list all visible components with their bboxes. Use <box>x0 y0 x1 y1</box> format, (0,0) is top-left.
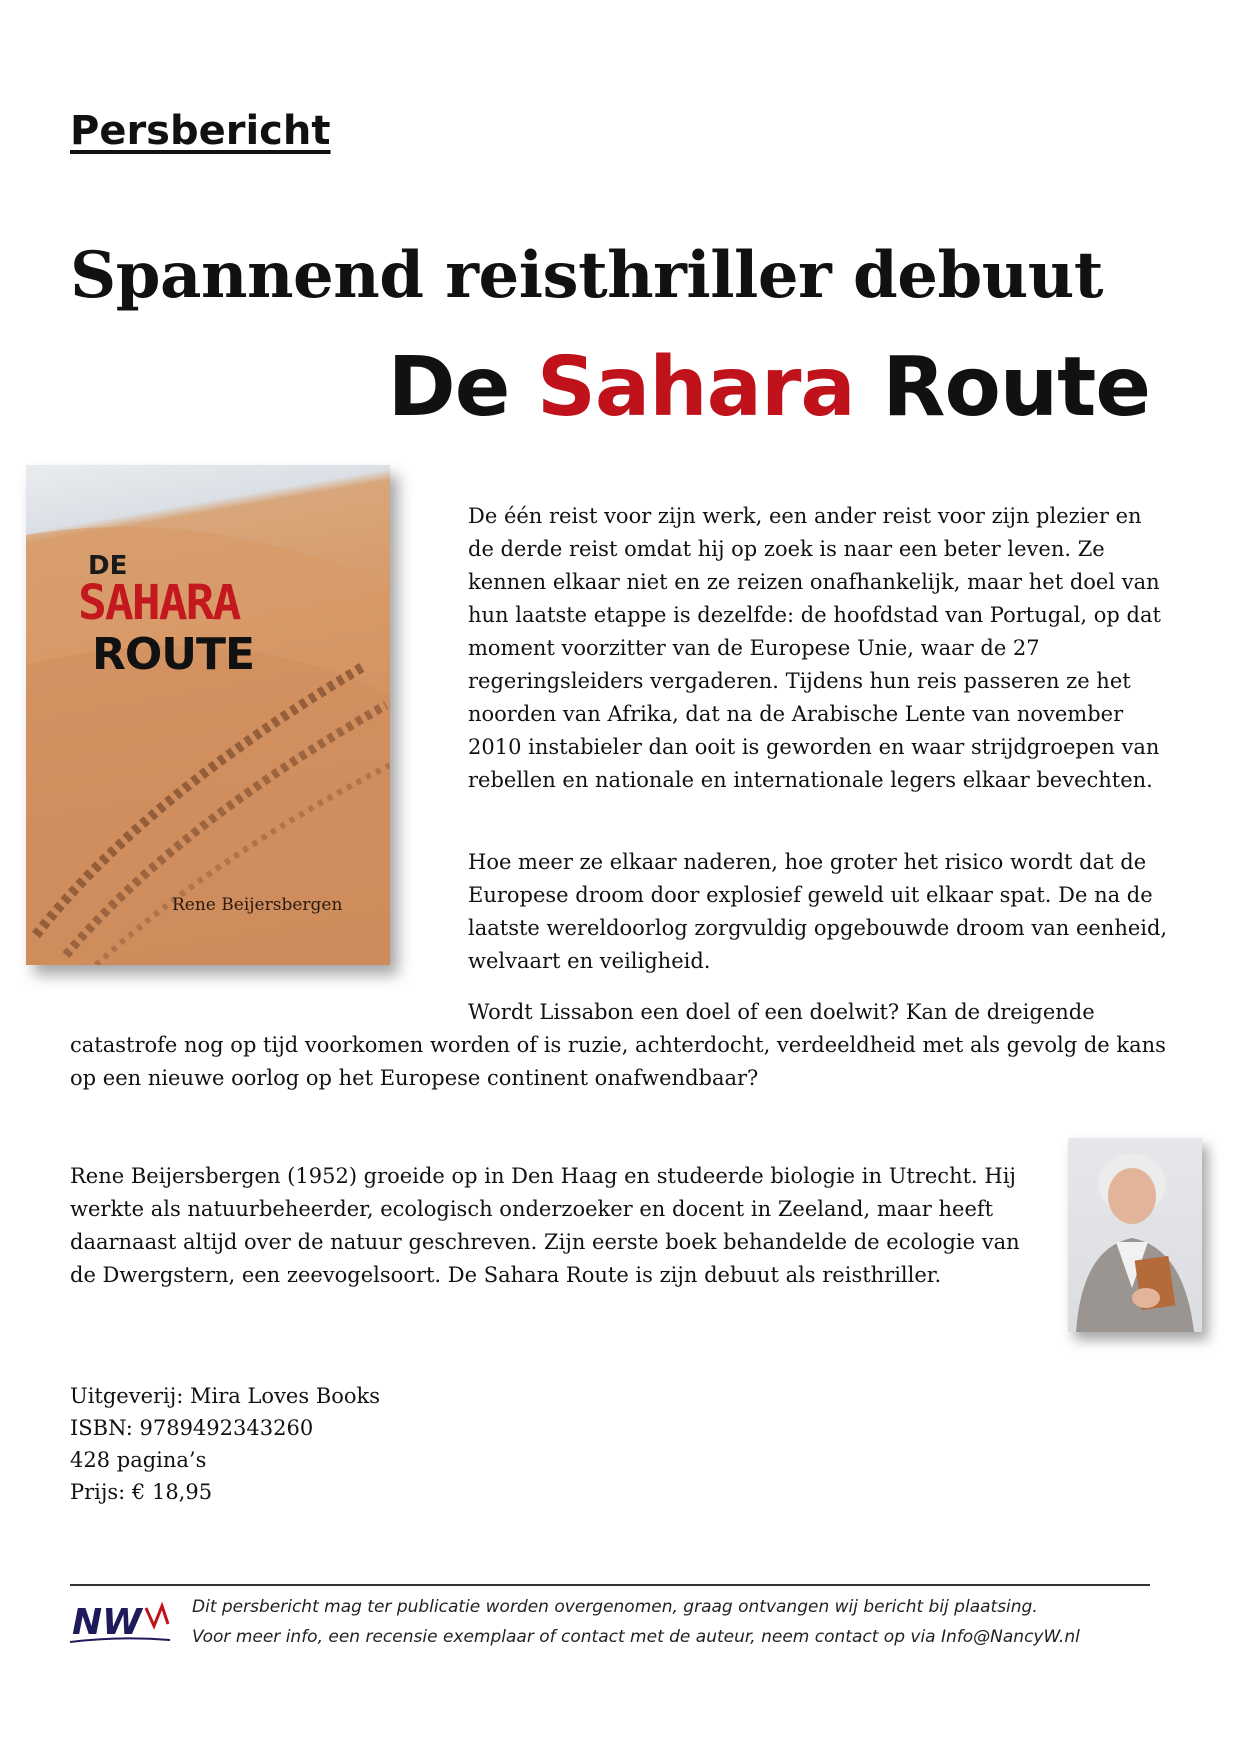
footer-line-1: Dit persbericht mag ter publicatie worden overgenomen, graag ontvangen wij bericht bij plaatsing. <box>192 1597 1038 1617</box>
publisher: Uitgeverij: Mira Loves Books <box>70 1384 381 1408</box>
page-count: 428 pagina’s <box>70 1448 207 1472</box>
isbn: ISBN: 9789492343260 <box>70 1416 314 1440</box>
footer-line-2: Voor meer info, een recensie exemplaar of contact met de auteur, neem contact op via Info@NancyW.nl <box>192 1627 1080 1647</box>
cover-author: Rene Beijersbergen <box>172 895 343 915</box>
synopsis-paragraph-2: Hoe meer ze elkaar naderen, hoe groter het risico wordt dat de Europese droom door explosief geweld uit elkaar spat. De na de laatste wereldoorlog zorgvuldig opgebouwde droom van eenheid, welvaart en veiligheid. <box>468 850 1168 973</box>
book-cover-image <box>26 465 390 965</box>
footer-notice <box>192 1592 1192 1652</box>
headline: Spannend reisthriller debuut <box>70 238 1103 313</box>
book-title-accent: Sahara <box>536 340 855 435</box>
book-info <box>70 1380 380 1508</box>
synopsis-paragraph-1: De één reist voor zijn werk, een ander reist voor zijn plezier en de derde reist omdat hij op zoek is naar een beter leven. Ze kennen elkaar niet en ze reizen onafhankelijk, maar het doel van hun laatste etappe is dezelfde: de hoofdstad van Portugal, op dat moment voorzitter van de Europese Unie, waar de 27 regeringsleiders vergaderen. Tijdens hun reis passeren ze het noorden van Afrika, dat na de Arabische Lente van november 2010 instabieler dan ooit is geworden en waar strijdgroepen van rebellen en nationale en internationale legers elkaar bevechten. <box>468 504 1161 792</box>
book-title-part2: Route <box>882 340 1150 435</box>
author-portrait-illustration <box>1068 1138 1202 1332</box>
document-label: Persbericht <box>70 108 331 154</box>
synopsis-paragraph-3: Wordt Lissabon een doel of een doelwit? Kan de dreigende catastrofe nog op tijd voorkomen worden of is ruzie, achterdocht, verdeeldheid met als gevolg de kans op een nieuwe oorlog op het Europese continent onafwendbaar? <box>70 1000 1166 1090</box>
desert-dune-illustration <box>26 465 390 965</box>
book-title-part1: De <box>387 340 510 435</box>
price: Prijs: € 18,95 <box>70 1480 213 1504</box>
cover-title-line3: ROUTE <box>92 629 255 680</box>
nw-logo-icon <box>70 1596 174 1646</box>
book-title <box>388 340 1150 435</box>
author-bio: Rene Beijersbergen (1952) groeide op in Den Haag en studeerde biologie in Utrecht. Hij werkte als natuurbeheerder, ecologisch onderzoeker en docent in Zeeland, maar heeft daarnaast altijd over de natuur geschreven. Zijn eerste boek behandelde de ecologie van de Dwergstern, een zeevogelsoort. De Sahara Route is zijn debuut als reisthriller. <box>70 1164 1020 1287</box>
cover-title-line2: SAHARA <box>78 575 240 631</box>
footer-divider <box>70 1584 1150 1586</box>
nw-logo-text: NW <box>72 1602 142 1643</box>
cover-title-line1: DE <box>88 551 128 581</box>
author-photo <box>1068 1138 1202 1332</box>
